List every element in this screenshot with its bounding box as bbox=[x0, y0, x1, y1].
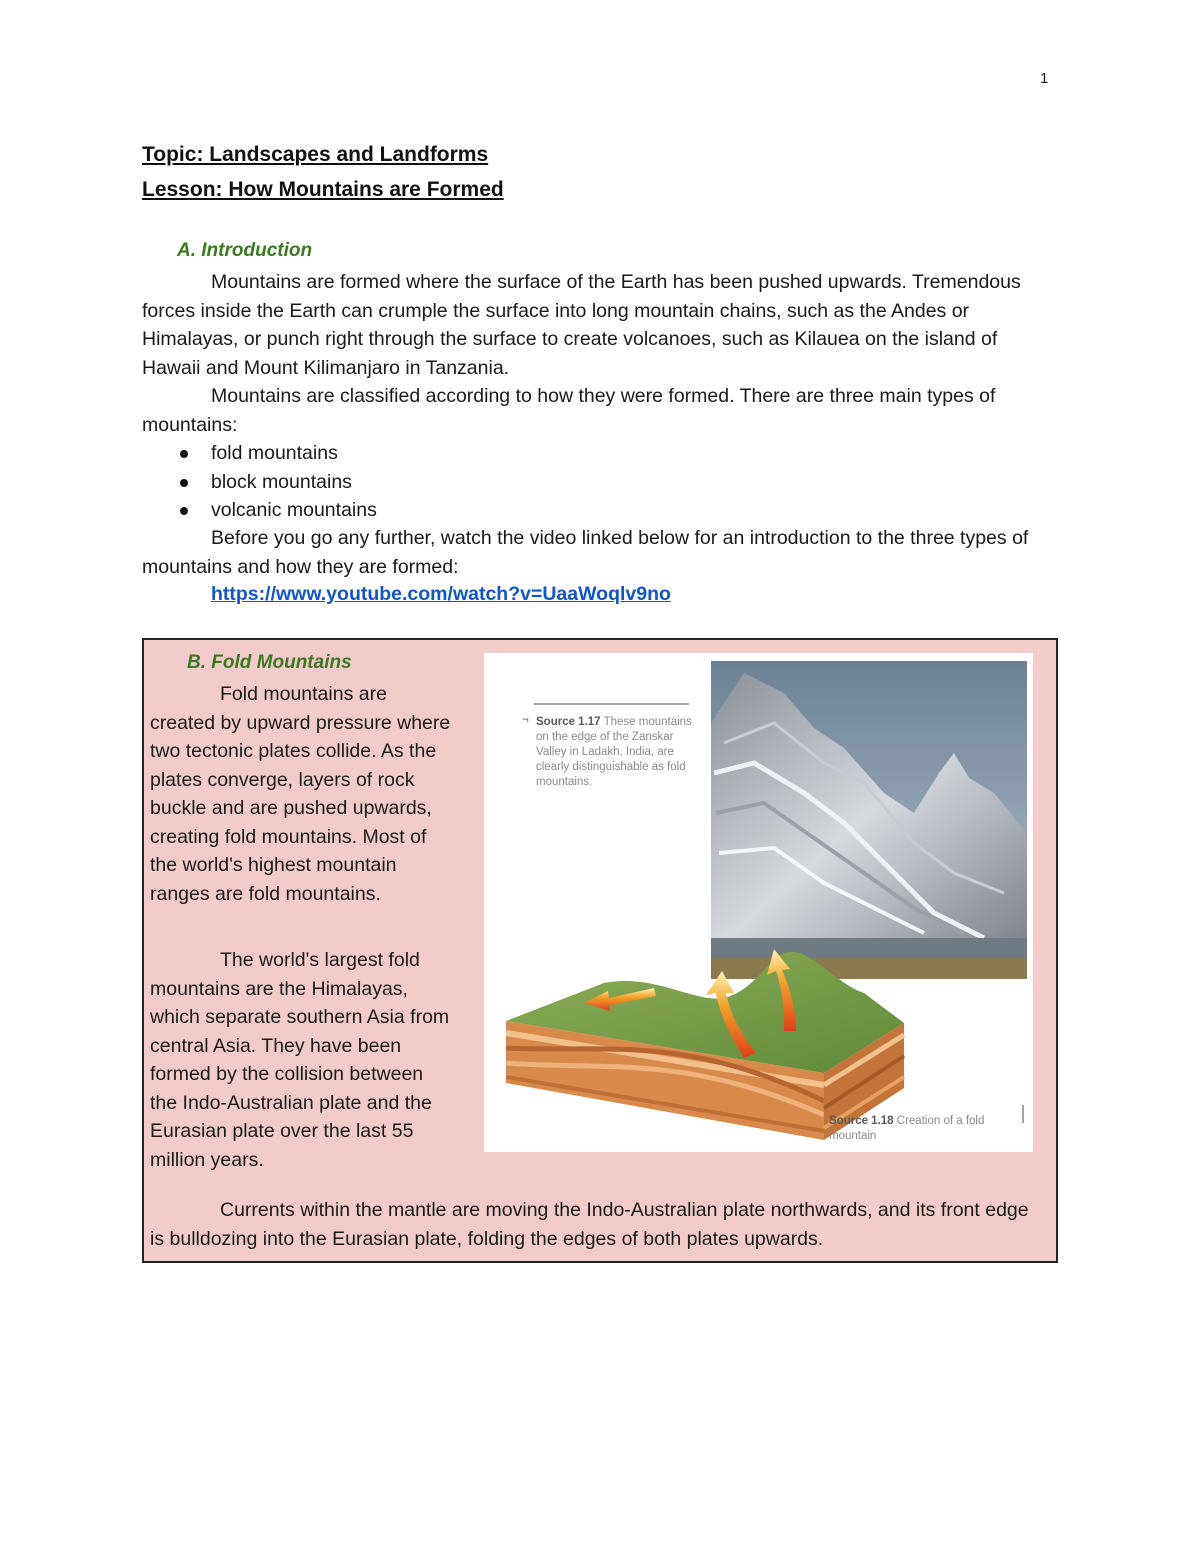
list-item: fold mountains bbox=[180, 439, 377, 468]
list-item: volcanic mountains bbox=[180, 496, 377, 525]
source-1-17-caption: ¬ Source 1.17 These mountains on the edge of the Zanskar Valley in Ladakh, India, are clearly distinguishable as fold mountains. bbox=[522, 714, 692, 788]
fold-paragraph-3: Currents within the mantle are moving the Indo-Australian plate northwards, and its front edge is bulldozing into the Eurasian plate, folding the edges of both plates upwards. bbox=[150, 1199, 1029, 1250]
fold-mountains-heading: B. Fold Mountains bbox=[187, 652, 352, 673]
fold-mountain-figure bbox=[484, 653, 1033, 1152]
list-item: block mountains bbox=[180, 468, 377, 497]
mountain-types-list bbox=[180, 439, 377, 525]
lesson-heading: Lesson: How Mountains are Formed bbox=[142, 178, 504, 201]
zanskar-photo bbox=[711, 661, 1027, 979]
fold-paragraph-1: Fold mountains are created by upward pressure where two tectonic plates collide. As the plates converge, layers of rock buckle and are pushed upwards, creating fold mountains. Most of the world's highest mountain ranges are fold mountains. bbox=[150, 683, 451, 905]
intro-paragraph-2: Mountains are classified according to how they were formed. There are three main types of mountains: bbox=[142, 385, 996, 436]
fold-paragraph-2: The world's largest fold mountains are the Himalayas, which separate southern Asia from central Asia. They have been formed by the collision between the Indo-Australian plate and the Eurasian plate over the last 55 million years. bbox=[150, 949, 450, 1171]
video-link[interactable]: https://www.youtube.com/watch?v=UaaWoqlv9no bbox=[211, 583, 671, 605]
page-number: 1 bbox=[1040, 70, 1049, 87]
source-1-18-caption: Source 1.18 Creation of a fold mountain bbox=[829, 1115, 985, 1142]
topic-heading: Topic: Landscapes and Landforms bbox=[142, 143, 489, 166]
intro-paragraph-3: Before you go any further, watch the video linked below for an introduction to the three types of mountains and how they are formed: bbox=[142, 527, 1029, 578]
intro-paragraph-1: Mountains are formed where the surface of the Earth has been pushed upwards. Tremendous forces inside the Earth can crumple the surface into long mountain chains, such as the Andes or Himalayas, or punch right through the surface to create volcanoes, such as Kilauea on the island of Hawaii and Mount Kilimanjaro in Tanzania. Mountains are classified according to how they were formed. There are three main types of mountains: bbox=[142, 268, 1042, 439]
introduction-heading: A. Introduction bbox=[177, 240, 313, 261]
